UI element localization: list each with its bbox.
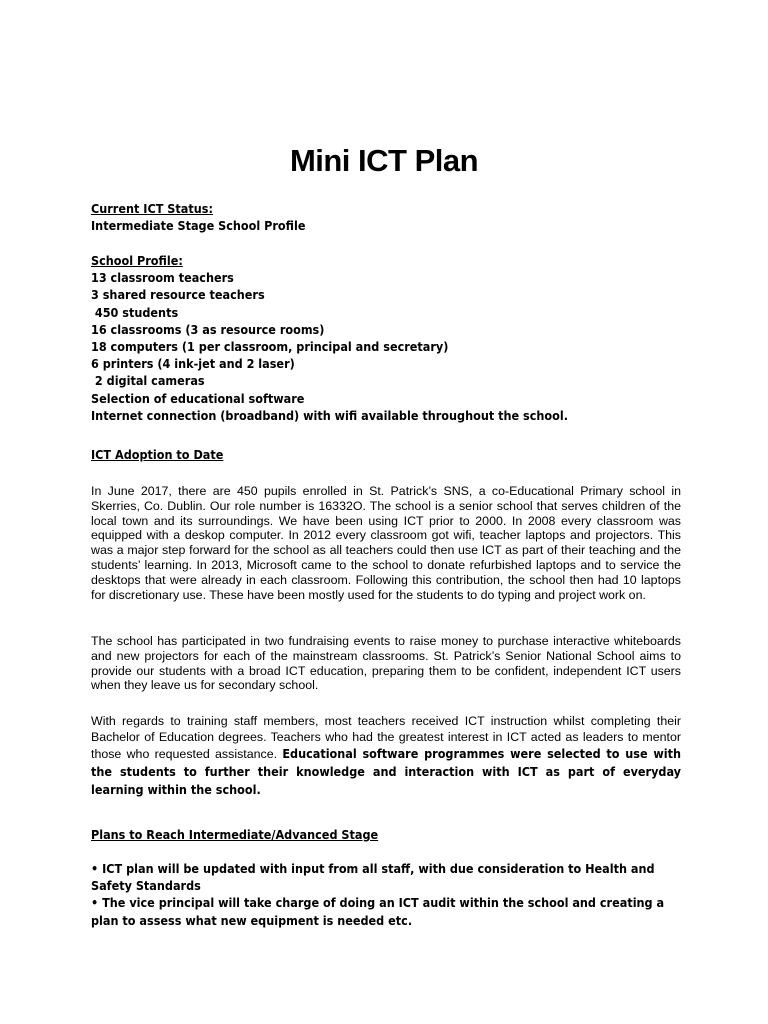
adoption-paragraph-1: In June 2017, there are 450 pupils enrolled in St. Patrick’s SNS, a co-Educational Primary school in Skerries, Co. Dublin. Our role number is 16332O. The school is a senior school that serves children of the local town and its surroundings. We have been using ICT prior to 2000. In 2008 every classroom was equipped with a deskop computer. In 2012 every classroom got wifi, teacher laptops and projectors. This was a major step forward for the school as all teachers could then use ICT as part of their teaching and the students’ learning. In 2013, Microsoft came to the school to donate refurbished laptops and to service the desktops that were already in each classroom. Following this contribution, the school then had 10 laptops for discretionary use. These have been mostly used for the students to do typing and project work on. — [91, 484, 681, 602]
plans-bullet: • ICT plan will be updated with input from all staff, with due consideration to Health and Safety Standards — [91, 861, 655, 894]
adoption-paragraph-3-bold: Educational software programmes were selected to use with the students to further their knowledge and interaction with ICT as part of everyday learning within the school. — [91, 746, 681, 797]
school-profile-section — [91, 252, 681, 424]
page-title: Mini ICT Plan — [289, 143, 479, 178]
profile-item: 16 classrooms (3 as resource rooms) — [91, 321, 325, 337]
current-status-heading: Current ICT Status: — [91, 201, 213, 216]
profile-item: 2 digital cameras — [91, 373, 205, 389]
profile-item: Internet connection (broadband) with wifi available throughout the school. — [91, 407, 568, 423]
adoption-paragraph-2: The school has participated in two fundraising events to raise money to purchase interactive whiteboards and new projectors for each of the mainstream classrooms. St. Patrick’s Senior National School aims to provide our students with a broad ICT education, preparing them to be confident, independent ICT users when they leave us for secondary school. — [91, 634, 681, 693]
adoption-heading: ICT Adoption to Date — [91, 447, 224, 462]
profile-item: 3 shared resource teachers — [91, 287, 265, 303]
current-status-text: Intermediate Stage School Profile — [91, 218, 306, 234]
plans-heading: Plans to Reach Intermediate/Advanced Stage — [91, 827, 379, 842]
adoption-paragraph-3-plain: With regards to training staff members, most teachers received ICT instruction whilst completing their Bachelor of Education degrees. Teachers who had the greatest interest in ICT acted as leaders to mentor those who requested assistance. — [91, 714, 681, 762]
profile-item: Selection of educational software — [91, 390, 305, 406]
adoption-heading-wrap — [91, 446, 681, 463]
current-status-section — [91, 200, 681, 234]
school-profile-heading: School Profile: — [91, 253, 183, 268]
plans-bullet-list — [91, 860, 691, 929]
adoption-paragraph-3 — [91, 713, 681, 798]
plans-heading-wrap — [91, 826, 681, 843]
profile-item: 13 classroom teachers — [91, 270, 234, 286]
plans-bullet: • The vice principal will take charge of doing an ICT audit within the school and creating a plan to assess what new equipment is needed etc. — [91, 895, 665, 928]
profile-item: 450 students — [91, 304, 179, 320]
profile-item: 6 printers (4 ink-jet and 2 laser) — [91, 356, 295, 372]
profile-item: 18 computers (1 per classroom, principal and secretary) — [91, 339, 449, 355]
